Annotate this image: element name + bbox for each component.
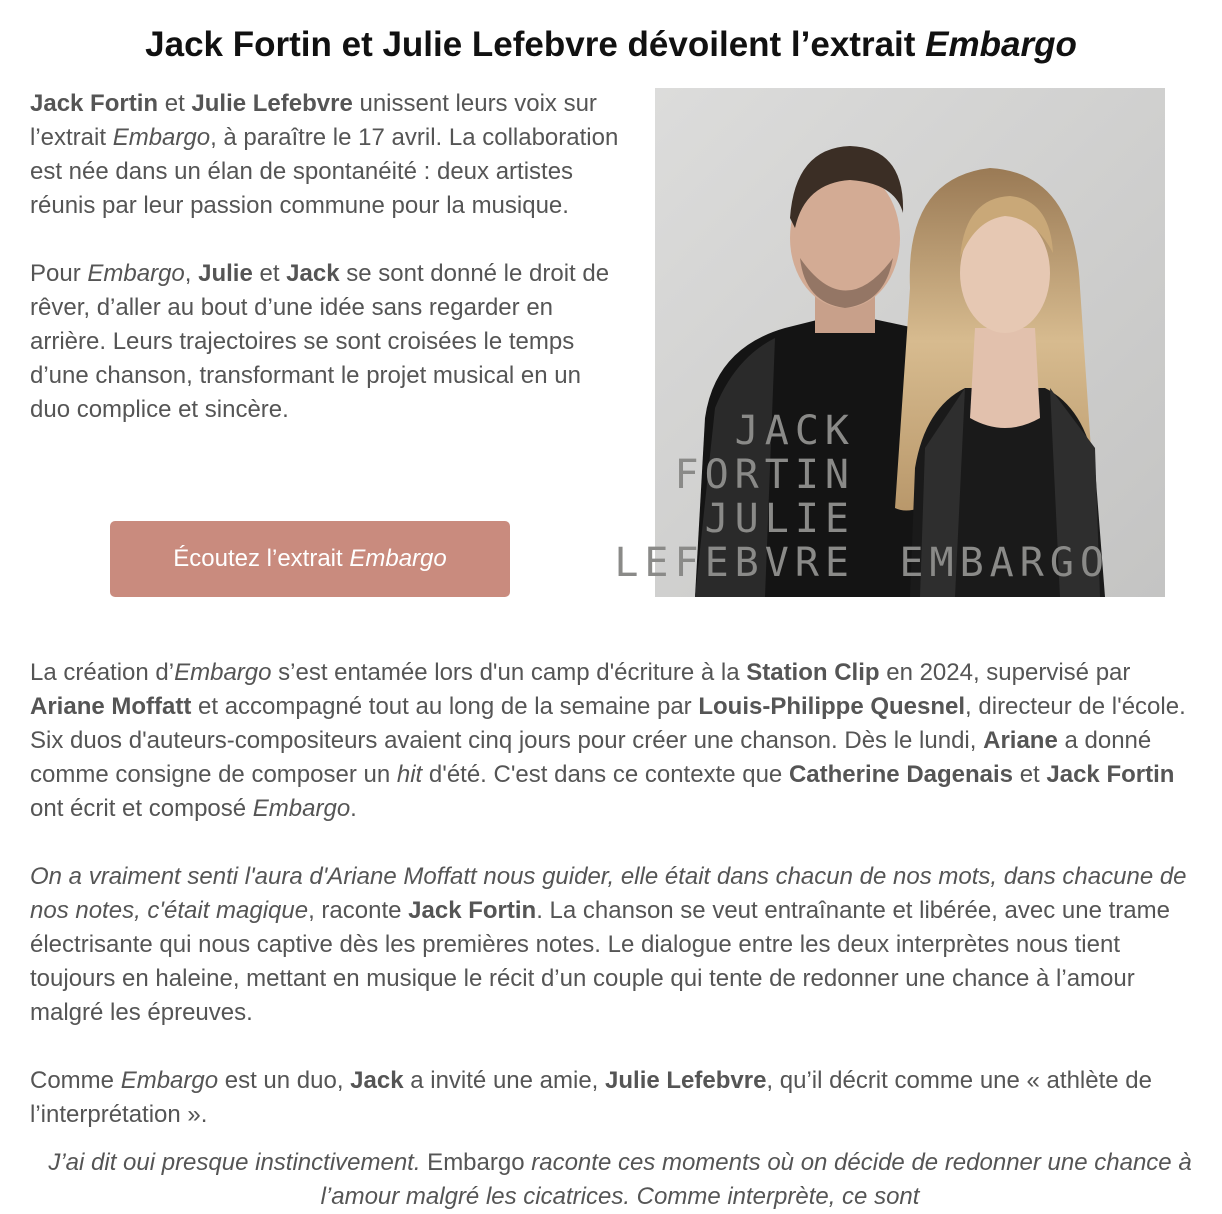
song-title: Embargo	[420, 1149, 532, 1176]
intro-section	[30, 87, 620, 427]
body-text: .	[350, 795, 357, 822]
person-name: Ariane Moffatt	[30, 693, 192, 720]
person-name: Jack	[350, 1067, 404, 1094]
body-text: . La chanson se veut entraînante et libérée, avec une trame électrisante qui nous captive dès les premières notes. Le dialogue entre les deux interprètes nous tient toujours en haleine, mettant en musique le récit d’un couple qui tente de redonner une chance à l’amour malgré les épreuves.	[30, 897, 1170, 1026]
body-text: , raconte	[308, 897, 409, 924]
album-cover-art	[614, 88, 1165, 597]
pull-quote	[30, 1146, 1210, 1214]
intro-text: unissent leurs voix sur l’extrait	[30, 90, 597, 151]
intro-text: , à paraître le 17 avril. La collaboration est née dans un élan de spontanéité : deux artistes réunis par leur passion commune pour la musique.	[30, 124, 619, 219]
quote-text: On a vraiment senti l'aura d'Ariane Moffatt nous guider, elle était dans chacun de nos mots, dans chacune de nos notes, c'était magique	[30, 863, 1187, 924]
cover-song-title: EMBARGO	[899, 540, 1110, 586]
body-text: s’est entamée lors d'un camp d'écriture à la	[271, 659, 747, 686]
artist-name: Julie	[198, 260, 253, 287]
album-cover-image	[614, 88, 1165, 597]
body-paragraph-2	[30, 860, 1190, 1030]
intro-paragraph-2	[30, 257, 620, 427]
emphasis-text: hit	[396, 761, 423, 788]
place-name: Station Clip	[746, 659, 880, 686]
person-name: Jack Fortin	[1046, 761, 1175, 788]
body-text: et accompagné tout au long de la semaine par	[191, 693, 699, 720]
intro-text: ,	[184, 260, 199, 287]
intro-text: et	[158, 90, 192, 117]
song-title: Embargo	[112, 124, 211, 151]
intro-paragraph-1	[30, 87, 620, 223]
page-title-text: Jack Fortin et Julie Lefebvre dévoilent l’extrait	[145, 25, 926, 64]
body-text: La création d’	[30, 659, 175, 686]
song-title: Embargo	[120, 1067, 219, 1094]
page-title	[0, 22, 1222, 68]
artist-name: Jack	[286, 260, 340, 287]
body-text: , qu’il décrit comme une « athlète de l’interprétation ».	[30, 1067, 1152, 1128]
person-name: Ariane	[983, 727, 1058, 754]
body-paragraph-1	[30, 656, 1190, 826]
listen-extract-button[interactable]	[110, 521, 510, 597]
person-name: Catherine Dagenais	[788, 761, 1014, 788]
body-text: a invité une amie,	[403, 1067, 606, 1094]
body-paragraph-3	[30, 1064, 1190, 1132]
person-name: Jack Fortin	[408, 897, 537, 924]
person-name: Louis-Philippe Quesnel	[698, 693, 966, 720]
page-title-song: Embargo	[925, 25, 1077, 64]
body-text: en 2024, supervisé par	[879, 659, 1131, 686]
person-name: Julie Lefebvre	[605, 1067, 767, 1094]
body-text: et	[1013, 761, 1047, 788]
listen-button-song: Embargo	[349, 545, 447, 572]
song-title: Embargo	[87, 260, 185, 287]
quote-text: raconte ces moments où on décide de redonner une chance à l’amour malgré les cicatrices. Comme interprète, ce sont	[320, 1149, 1192, 1210]
song-title: Embargo	[252, 795, 351, 822]
cover-text-line3: JULIE	[704, 496, 855, 542]
body-text: a donné comme consigne de composer un	[30, 727, 1152, 788]
body-text: ont écrit et composé	[30, 795, 253, 822]
body-text: est un duo,	[218, 1067, 351, 1094]
listen-button-label: Écoutez l’extrait	[173, 545, 350, 572]
cover-text-line2: FORTIN	[674, 452, 855, 498]
quote-text: J’ai dit oui presque instinctivement.	[48, 1149, 421, 1176]
body-text: d'été. C'est dans ce contexte que	[422, 761, 789, 788]
article-body	[30, 656, 1190, 1132]
body-text: Comme	[30, 1067, 121, 1094]
body-text: , directeur de l'école. Six duos d'auteurs-compositeurs avaient cinq jours pour créer une chanson. Dès le lundi,	[30, 693, 1186, 754]
cover-text-line4: LEFEBVRE	[614, 540, 855, 586]
intro-text: Pour	[30, 260, 88, 287]
artist-name: Julie Lefebvre	[191, 90, 353, 117]
song-title: Embargo	[174, 659, 272, 686]
intro-text: et	[252, 260, 287, 287]
cover-text-line1: JACK	[734, 408, 855, 454]
artist-name: Jack Fortin	[30, 90, 159, 117]
intro-text: se sont donné le droit de rêver, d’aller au bout d’une idée sans regarder en arrière. Leurs trajectoires se sont croisées le temps d’une chanson, transformant le projet musical en un duo complice et sincère.	[30, 260, 610, 423]
